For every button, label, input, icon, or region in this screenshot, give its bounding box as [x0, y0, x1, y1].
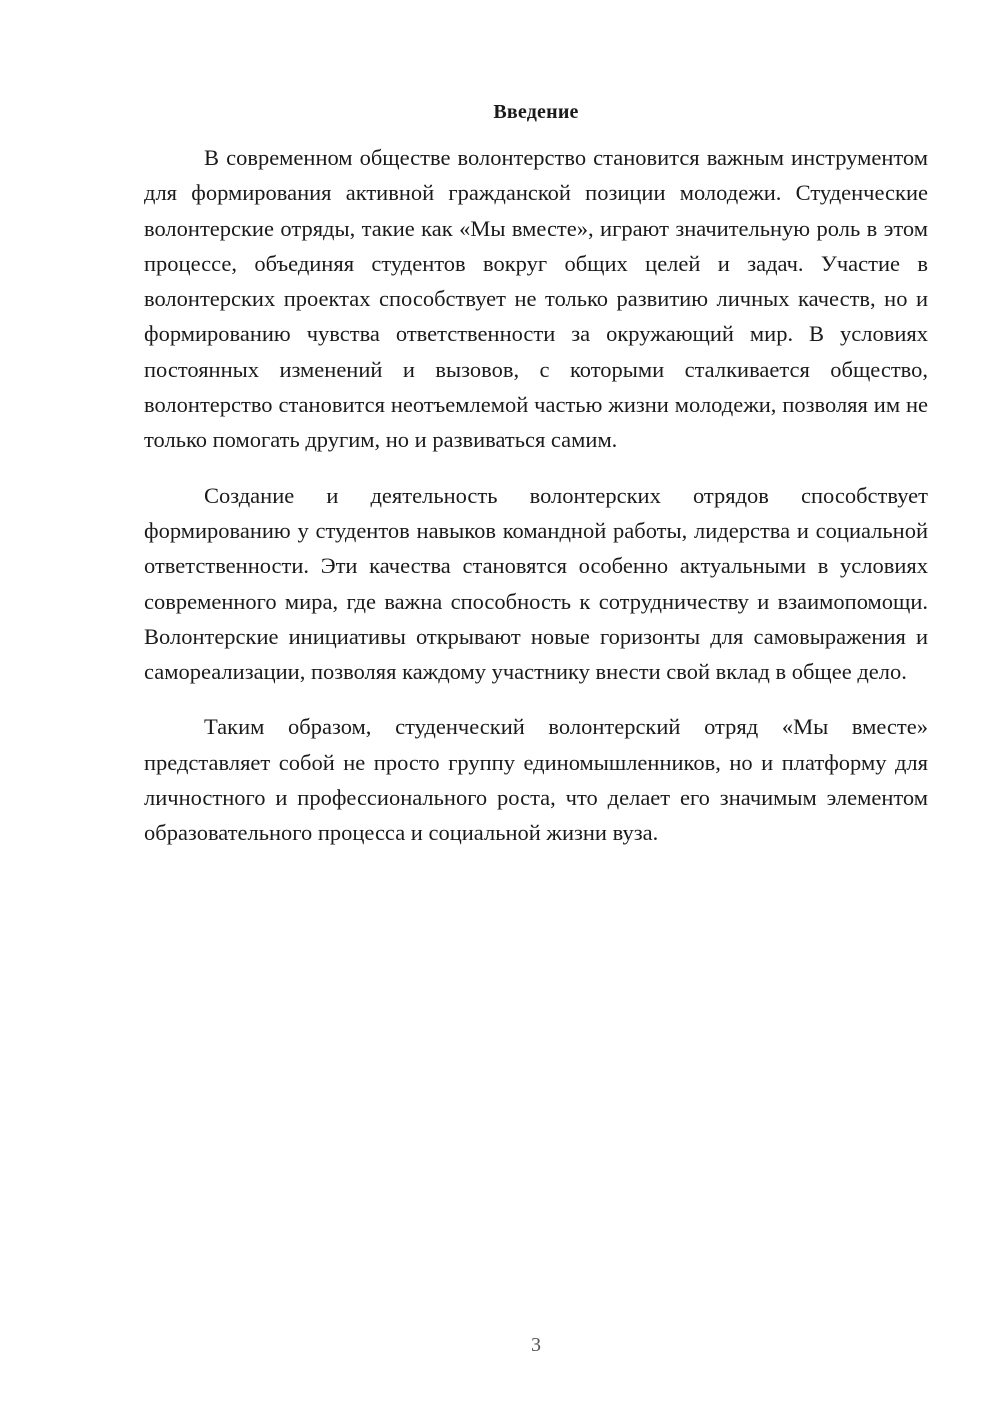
section-title: Введение: [493, 101, 579, 123]
page-number: 3: [531, 1334, 541, 1356]
paragraph-1: В современном обществе волонтерство становится важным инструментом для формирования активной гражданской позиции молодежи. Студенческие волонтерские отряды, такие как «Мы вместе», играют значительную роль в этом процессе, объединяя студентов вокруг общих целей и задач. Участие в волонтерских проектах способствует не только развитию личных качеств, но и формированию чувства ответственности за окружающий мир. В условиях постоянных изменений и вызовов, с которыми сталкивается общество, волонтерство становится неотъемлемой частью жизни молодежи, позволяя им не только помогать другим, но и развиваться самим.: [144, 145, 928, 453]
paragraph-3: Таким образом, студенческий волонтерский отряд «Мы вместе» представляет собой не просто группу единомышленников, но и платформу для личностного и профессионального роста, что делает его значимым элементом образовательного процесса и социальной жизни вуза.: [144, 714, 928, 846]
page-content: [144, 96, 928, 871]
paragraph-2: Создание и деятельность волонтерских отрядов способствует формированию у студентов навыков командной работы, лидерства и социальной ответственности. Эти качества становятся особенно актуальными в условиях современного мира, где важна способность к сотрудничеству и взаимопомощи. Волонтерские инициативы открывают новые горизонты для самовыражения и самореализации, позволяя каждому участнику внести свой вклад в общее дело.: [144, 482, 928, 685]
